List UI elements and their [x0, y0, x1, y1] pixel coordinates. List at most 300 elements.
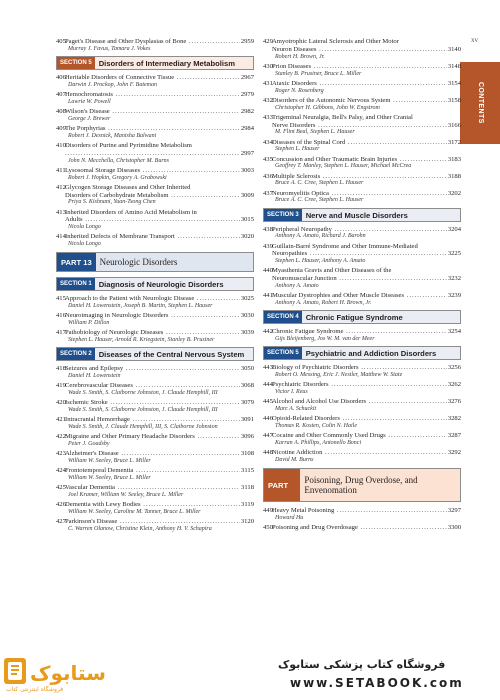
svg-text:ستابوک: ستابوک	[30, 661, 106, 685]
section-title: Diagnosis of Neurologic Disorders	[95, 278, 253, 290]
toc-entry	[56, 125, 254, 140]
chapter-authors: Christopher H. Gibbons, John W. Engstrom	[275, 104, 380, 111]
chapter-number: 410	[56, 142, 66, 149]
chapter-title-line1: Disorders of Purine and Pyrimidine Metabolism	[65, 142, 192, 149]
toc-entry-line	[263, 398, 461, 406]
toc-entry	[263, 524, 461, 532]
chapter-number: 415	[56, 295, 66, 303]
chapter-number: 433	[263, 113, 273, 121]
toc-entry	[56, 501, 254, 516]
chapter-title-line1: Glycogen Storage Diseases and Other Inherited	[65, 183, 191, 191]
toc-entry	[263, 139, 461, 154]
page-ref: 3239	[447, 292, 461, 300]
page-ref: 3202	[447, 189, 461, 197]
chapter-authors: Nicola Longo	[68, 241, 101, 248]
chapter-authors: Geoffrey T. Manley, Stephen L. Hauser, Michael McCrea	[275, 163, 412, 170]
part-label: PART 13	[57, 253, 96, 271]
toc-entry	[56, 467, 254, 482]
page-ref: 3158	[447, 96, 461, 104]
toc-entry-line	[56, 183, 254, 192]
toc-entry	[263, 381, 461, 396]
chapter-number: 445	[263, 398, 273, 406]
toc-entry-line	[65, 150, 254, 158]
chapter-authors: Bruce A. C. Cree, Stephen L. Hauser	[275, 180, 364, 187]
chapter-number: 440	[263, 267, 273, 275]
chapter-title: Lysosomal Storage Diseases .....	[65, 167, 240, 175]
toc-entry	[263, 328, 461, 343]
page-ref: 3154	[447, 79, 461, 87]
page-ref: 3172	[447, 138, 461, 146]
chapter-number: 414	[56, 233, 66, 241]
toc-entry	[263, 449, 461, 464]
page-ref: 2979	[240, 91, 254, 98]
page-ref: 3020	[240, 233, 254, 241]
page-ref: 3050	[240, 365, 254, 373]
page-ref: 3183	[447, 155, 461, 163]
toc-entry	[56, 329, 254, 344]
chapter-title: Psychiatric Disorders .....	[272, 381, 447, 389]
chapter-title: Heritable Disorders of Connective Tissue .....	[65, 74, 240, 82]
chapter-authors: Priya S. Kishnani, Yuan-Tsong Chen	[68, 199, 156, 206]
toc-entry-line	[263, 38, 461, 46]
page-ref: 3068	[240, 382, 254, 390]
toc-entry	[56, 167, 254, 182]
chapter-title: Intracranial Hemorrhage .....	[65, 416, 240, 424]
page-ref: 3297	[447, 507, 461, 515]
chapter-number: 435	[263, 155, 273, 163]
page-ref: 3015	[240, 216, 254, 224]
toc-entry	[263, 507, 461, 522]
section-label: SECTION 3	[264, 209, 302, 221]
chapter-number: 417	[56, 329, 66, 337]
chapter-title-line1: Myasthenia Gravis and Other Diseases of the	[272, 267, 392, 275]
toc-entry-line	[263, 189, 461, 198]
chapter-title: Nicotine Addiction .....	[272, 449, 447, 457]
toc-entry-line	[263, 96, 461, 105]
watermark-brand-fa: فروشگاه کتاب پزشکی ستابوک	[278, 658, 446, 671]
chapter-title: Cerebrovascular Diseases .....	[65, 382, 240, 390]
chapter-title: Biology of Psychiatric Disorders .....	[272, 364, 447, 372]
chapter-title: Hemochromatosis .....	[65, 91, 240, 99]
chapter-title: Adults .....	[65, 216, 240, 224]
chapter-title: Paget's Disease and Other Dysplasias of Bone .....	[65, 38, 240, 46]
chapter-authors: William P. Dillon	[68, 320, 110, 327]
chapter-authors: John N. Mecchella, Christopher M. Burns	[68, 157, 169, 164]
chapter-number: 408	[56, 108, 66, 115]
chapter-number: 429	[263, 38, 273, 45]
chapter-title: Parkinson's Disease .....	[65, 518, 240, 526]
toc-entry	[263, 63, 461, 78]
chapter-number: 418	[56, 365, 66, 373]
page-ref: 3079	[240, 399, 254, 407]
chapter-number: 439	[263, 242, 273, 250]
toc-entry	[263, 156, 461, 171]
part-header	[56, 252, 254, 272]
chapter-authors: Daniel H. Lowenstein, Joseph B. Martin, Stephen L. Hauser	[68, 303, 213, 310]
chapter-authors: Marc A. Schuckit	[275, 405, 317, 412]
toc-entry-line	[263, 79, 461, 88]
chapter-number: 441	[263, 292, 273, 300]
toc-entry	[56, 233, 254, 248]
chapter-title: Alcohol and Alcohol Use Disorders .....	[272, 398, 447, 406]
chapter-number: 427	[56, 518, 66, 526]
page-ref: 2959	[240, 38, 254, 45]
chapter-authors: Daniel H. Lowenstein	[68, 373, 121, 380]
toc-entry	[56, 433, 254, 448]
toc-entry-line	[56, 450, 254, 458]
toc-entry-line	[56, 125, 254, 133]
chapter-authors: Robert H. Brown, Jr.	[275, 53, 325, 60]
toc-left-column	[56, 38, 254, 535]
page-ref: 3119	[241, 501, 254, 509]
chapter-title: Cocaine and Other Commonly Used Drugs .....	[272, 432, 447, 440]
page-ref: 3225	[447, 250, 461, 258]
toc-entry-line	[263, 242, 461, 251]
toc-entry	[263, 415, 461, 430]
toc-entry	[56, 38, 254, 53]
chapter-title: Dementia with Lewy Bodies .....	[65, 501, 240, 509]
toc-entry-line	[56, 108, 254, 116]
chapter-authors: Peter J. Goadsby	[68, 441, 110, 448]
chapter-title-line1: Trigeminal Neuralgia, Bell's Palsy, and Other Cranial	[272, 113, 413, 121]
chapter-title: Neuropathies .....	[272, 250, 447, 258]
chapter-title: Poisoning and Drug Overdosage .....	[272, 524, 447, 532]
toc-entry	[56, 108, 254, 123]
page-ref: 3140	[447, 45, 461, 53]
chapter-number: 444	[263, 381, 273, 389]
chapter-authors: Stanley B. Prusiner, Bruce L. Miller	[275, 70, 362, 77]
toc-entry-line	[56, 233, 254, 241]
chapter-authors: Wade S. Smith, J. Claude Hemphill, III, S. Claiborne Johnston	[68, 424, 218, 431]
chapter-authors: Stephen L. Hauser, Arnold R. Kriegstein, Stanley B. Prusiner	[68, 337, 215, 344]
chapter-title: Concussion and Other Traumatic Brain Injuries .....	[272, 156, 447, 164]
page-ref: 3262	[447, 381, 461, 389]
toc-entry-line	[65, 216, 254, 224]
chapter-title: Wilson's Disease .....	[65, 108, 240, 116]
part-title: Neurologic Disorders	[99, 257, 178, 268]
chapter-number: 424	[56, 467, 66, 475]
page-ref: 3256	[447, 364, 461, 372]
toc-entry	[263, 190, 461, 205]
chapter-title: Multiple Sclerosis .....	[272, 173, 447, 181]
toc-entry-line	[263, 432, 461, 440]
chapter-authors: George J. Brewer	[68, 115, 111, 122]
toc-entry	[263, 398, 461, 413]
page-ref: 3009	[240, 191, 254, 199]
toc-entry-line	[56, 329, 254, 337]
chapter-number: 405	[56, 38, 66, 45]
toc-entry-line	[272, 275, 461, 283]
toc-entry	[56, 142, 254, 165]
section-header	[56, 347, 254, 361]
chapter-title: Chronic Fatigue Syndrome .....	[272, 328, 447, 336]
chapter-title: The Porphyrias .....	[65, 125, 240, 133]
page-ref: 3166	[447, 121, 461, 129]
page-ref: 3287	[447, 432, 461, 440]
chapter-title: Neuron Diseases .....	[272, 46, 447, 54]
toc-entry	[263, 432, 461, 447]
toc-entry-line	[56, 467, 254, 475]
section-title: Disorders of Intermediary Metabolism	[95, 57, 253, 69]
chapter-title-line1: Guillain-Barré Syndrome and Other Immune-Mediated	[272, 242, 418, 250]
toc-entry	[263, 364, 461, 379]
toc-entry-line	[56, 208, 254, 217]
toc-entry-line	[56, 142, 254, 150]
section-header	[263, 310, 461, 324]
chapter-number: 431	[263, 79, 273, 87]
chapter-number: 430	[263, 62, 273, 70]
chapter-number: 411	[56, 166, 66, 174]
toc-entry	[56, 399, 254, 414]
toc-entry-line	[263, 449, 461, 457]
toc-entry-line	[263, 328, 461, 336]
chapter-number: 422	[56, 433, 66, 441]
chapter-title: Ischemic Stroke .....	[65, 399, 240, 407]
section-header	[263, 208, 461, 222]
chapter-title: Inherited Defects of Membrane Transport .....	[65, 233, 240, 241]
chapter-authors: Wade S. Smith, S. Claiborne Johnston, J. Claude Hemphill, III	[68, 407, 218, 414]
section-label: SECTION 1	[57, 278, 95, 290]
toc-entry-line	[263, 415, 461, 423]
toc-entry	[263, 38, 461, 61]
chapter-authors: William W. Seeley, Bruce L. Miller	[68, 475, 151, 482]
toc-entry	[56, 209, 254, 232]
page-ref: 3188	[447, 172, 461, 180]
toc-entry-line	[56, 382, 254, 390]
page-number: xv	[471, 36, 478, 44]
toc-entry-line	[263, 267, 461, 275]
section-title: Psychiatric and Addiction Disorders	[302, 347, 460, 359]
chapter-number: 436	[263, 172, 273, 180]
section-label: SECTION 4	[264, 311, 302, 323]
chapter-number: 443	[263, 364, 273, 372]
toc-entry-line	[263, 172, 461, 181]
page-ref: 3292	[447, 449, 461, 457]
chapter-title: Neuromuscular Junction .....	[272, 275, 447, 283]
toc-entry	[56, 518, 254, 533]
toc-entry-line	[263, 62, 461, 71]
part-title: Poisoning, Drug Overdose, and Envenomation	[304, 475, 418, 496]
chapter-number: 413	[56, 208, 66, 216]
chapter-title: Muscular Dystrophies and Other Muscle Diseases .....	[272, 292, 447, 300]
page-ref: 3204	[447, 225, 461, 233]
section-label: SECTION 5	[264, 347, 302, 359]
chapter-authors: Robert J. Hopkin, Gregory A. Grabowski	[68, 174, 167, 181]
page-ref: 3232	[447, 275, 461, 283]
section-header	[263, 346, 461, 360]
chapter-authors: Lawrie W. Powell	[68, 98, 111, 105]
page-ref: 3091	[240, 416, 254, 424]
chapter-number: 407	[56, 91, 66, 98]
chapter-title: Frontotemporal Dementia .....	[65, 467, 240, 475]
toc-entry	[263, 173, 461, 188]
toc-entry-line	[56, 38, 254, 46]
chapter-authors: Bruce A. C. Cree, Stephen L. Hauser	[275, 197, 364, 204]
chapter-title: Disorders of the Autonomic Nervous System .....	[272, 97, 447, 105]
toc-entry-line	[56, 484, 254, 492]
toc-entry	[56, 295, 254, 310]
toc-entry-line	[56, 91, 254, 99]
toc-entry	[56, 312, 254, 327]
section-label: SECTION 2	[57, 348, 95, 360]
chapter-number: 423	[56, 450, 66, 458]
toc-entry-line	[56, 518, 254, 526]
chapter-authors: Gijs Bleijenberg, Jos W. M. van der Meer	[275, 335, 375, 342]
chapter-authors: Wade S. Smith, S. Claiborne Johnston, J. Claude Hemphill, III	[68, 390, 218, 397]
chapter-title	[65, 150, 240, 158]
chapter-authors: Victor I. Reus	[275, 388, 308, 395]
page-ref: 3120	[240, 518, 254, 526]
chapter-number: 412	[56, 183, 66, 191]
toc-entry	[263, 97, 461, 112]
chapter-number: 426	[56, 501, 66, 509]
page-ref: 2967	[240, 74, 254, 81]
chapter-number: 432	[263, 96, 273, 104]
toc-entry-line	[56, 312, 254, 320]
page-ref: 3276	[447, 398, 461, 406]
chapter-authors: Stephen L. Hauser	[275, 146, 320, 153]
toc-right-column	[263, 38, 461, 534]
toc-entry-line	[272, 122, 461, 130]
chapter-title: Migraine and Other Primary Headache Disorders .....	[65, 433, 240, 441]
contents-side-tab: CONTENTS	[460, 62, 500, 144]
chapter-title: Prion Diseases .....	[272, 63, 447, 71]
toc-entry	[56, 184, 254, 207]
chapter-title: Neuroimaging in Neurologic Disorders .....	[65, 312, 240, 320]
toc-entry	[263, 226, 461, 241]
chapter-number: 434	[263, 138, 273, 146]
toc-entry-line	[56, 295, 254, 303]
chapter-authors: Howard Hu	[275, 514, 304, 521]
page-ref: 3108	[240, 450, 254, 458]
page-ref: 3025	[240, 295, 254, 303]
section-title: Chronic Fatigue Syndrome	[302, 311, 460, 323]
section-title: Diseases of the Central Nervous System	[95, 348, 253, 360]
watermark-brand-en: www.SETABOOK.com	[290, 676, 464, 690]
chapter-title-line1: Inherited Disorders of Amino Acid Metabolism in	[65, 208, 197, 216]
toc-entry-line	[56, 433, 254, 441]
section-title: Nerve and Muscle Disorders	[302, 209, 460, 221]
toc-entry	[263, 114, 461, 137]
chapter-title: Peripheral Neuropathy .....	[272, 226, 447, 234]
chapter-authors: Karran A. Phillips, Antonello Bonci	[275, 439, 362, 446]
toc-entry	[263, 292, 461, 307]
toc-entry-line	[272, 46, 461, 54]
toc-entry-line	[263, 138, 461, 147]
toc-entry-line	[56, 365, 254, 373]
chapter-authors: Anthony A. Amato, Robert H. Brown, Jr.	[275, 299, 372, 306]
chapter-authors: Anthony A. Amato	[275, 282, 319, 289]
section-header	[56, 277, 254, 291]
toc-entry	[56, 450, 254, 465]
toc-entry	[263, 243, 461, 266]
page-ref: 2984	[240, 125, 254, 132]
chapter-number: 437	[263, 189, 273, 197]
page-ref: 3096	[240, 433, 254, 441]
chapter-number: 442	[263, 328, 273, 336]
chapter-number: 409	[56, 125, 66, 132]
section-header	[56, 56, 254, 70]
page-ref: 3282	[447, 415, 461, 423]
toc-entry	[263, 267, 461, 290]
toc-entry	[56, 91, 254, 106]
chapter-title: Vascular Dementia .....	[65, 484, 240, 492]
chapter-authors: Stephen L. Hauser, Anthony A. Amato	[275, 258, 366, 265]
toc-entry	[56, 484, 254, 499]
chapter-number: 416	[56, 312, 66, 320]
chapter-authors: William W. Seeley, Caroline M. Tanner, Bruce L. Miller	[68, 509, 201, 516]
page-ref: 3300	[447, 524, 461, 532]
chapter-authors: Murray J. Favus, Tamara J. Vokes	[68, 45, 151, 52]
toc-entry-line	[65, 192, 254, 200]
chapter-authors: Robert O. Messing, Eric J. Nestler, Matthew W. State	[275, 371, 403, 378]
chapter-title: Disorders of Carbohydrate Metabolism .....	[65, 192, 240, 200]
chapter-authors: C. Warren Olanow, Christine Klein, Anthony H. V. Schapira	[68, 526, 212, 533]
chapter-authors: Darwin J. Prockop, John F. Bateman	[68, 81, 157, 88]
chapter-authors: Robert J. Desnick, Manisha Balwani	[68, 132, 157, 139]
page-ref: 3030	[240, 312, 254, 320]
chapter-number: 450	[263, 524, 273, 532]
toc-entry-line	[263, 113, 461, 122]
chapter-title: Neuromyelitis Optica .....	[272, 190, 447, 198]
logo-caption: فروشگاه اینترنتی کتاب	[6, 686, 64, 693]
chapter-title: Seizures and Epilepsy .....	[65, 365, 240, 373]
chapter-authors: William W. Seeley, Bruce L. Miller	[68, 458, 151, 465]
chapter-authors: Joel Kramer, William W. Seeley, Bruce L. Miller	[68, 492, 184, 499]
chapter-number: 446	[263, 415, 273, 423]
chapter-title: Nerve Disorders .....	[272, 122, 447, 130]
toc-entry	[56, 74, 254, 89]
chapter-number: 449	[263, 507, 273, 515]
chapter-number: 406	[56, 74, 66, 81]
toc-entry-line	[272, 250, 461, 258]
toc-entry	[56, 365, 254, 380]
page-ref: 3039	[240, 329, 254, 337]
toc-entry	[56, 382, 254, 397]
page-ref: 3118	[241, 484, 254, 492]
page-ref: 3254	[447, 328, 461, 336]
toc-entry-line	[263, 225, 461, 234]
chapter-title: Ataxic Disorders .....	[272, 80, 447, 88]
chapter-title: Heavy Metal Poisoning .....	[272, 507, 447, 515]
chapter-number: 419	[56, 382, 66, 390]
chapter-title: Opioid-Related Disorders .....	[272, 415, 447, 423]
toc-entry-line	[56, 74, 254, 82]
chapter-title: Approach to the Patient with Neurologic Disease .....	[65, 295, 240, 303]
toc-entry-line	[263, 507, 461, 515]
chapter-title-line1: Amyotrophic Lateral Sclerosis and Other Motor	[272, 38, 399, 45]
chapter-authors: Roger N. Rosenberg	[275, 87, 324, 94]
chapter-authors: Anthony A. Amato, Richard J. Barohn	[275, 233, 366, 240]
page-ref: 2997	[240, 149, 254, 157]
page-ref: 2982	[240, 108, 254, 115]
section-label: SECTION 5	[57, 57, 95, 69]
chapter-authors: David M. Burns	[275, 456, 314, 463]
chapter-number: 425	[56, 484, 66, 492]
toc-entry-line	[263, 292, 461, 300]
chapter-number: 447	[263, 432, 273, 440]
toc-entry-line	[263, 524, 461, 532]
toc-entry-line	[56, 501, 254, 509]
page-ref: 3148	[447, 62, 461, 70]
chapter-authors: Thomas R. Kosten, Colin N. Haile	[275, 422, 358, 429]
chapter-authors: M. Flint Beal, Stephen L. Hauser	[275, 129, 355, 136]
page-ref: 3115	[241, 467, 254, 475]
chapter-title: Alzheimer's Disease .....	[65, 450, 240, 458]
page-ref: 3003	[240, 166, 254, 174]
toc-entry-line	[263, 381, 461, 389]
toc-entry-line	[56, 416, 254, 424]
